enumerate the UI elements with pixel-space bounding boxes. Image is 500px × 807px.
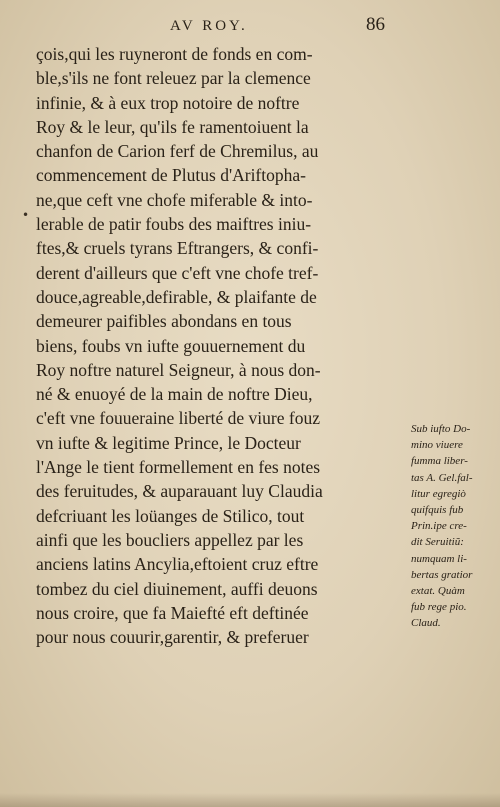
running-head: AV ROY. bbox=[170, 18, 248, 34]
text-line: Roy & le leur, qu'ils fe ramentoiuent la bbox=[36, 116, 309, 137]
text-line: commencement de Plutus d'Ariftopha- bbox=[36, 165, 306, 186]
margin-note-line: fub rege pio. bbox=[411, 601, 467, 614]
margin-note-line: dit Seruitiũ: bbox=[411, 536, 464, 549]
page-header bbox=[0, 14, 500, 40]
text-line: derent d'ailleurs que c'eft vne chofe tref- bbox=[36, 262, 319, 283]
text-line: tombez du ciel diuinement, auffi deuons bbox=[36, 578, 318, 599]
margin-note-line: extat. Quàm bbox=[411, 584, 465, 597]
text-line: biens, foubs vn iufte gouuernement du bbox=[36, 335, 306, 356]
text-line: vn iufte & legitime Prince, le Docteur bbox=[36, 432, 301, 453]
margin-note bbox=[411, 421, 497, 631]
margin-note-line: numquam li- bbox=[411, 552, 467, 565]
text-line: l'Ange le tient formellement en fes notes bbox=[36, 457, 321, 478]
margin-note-line: litur egregiò bbox=[411, 487, 466, 500]
margin-note-line: fumma liber- bbox=[411, 455, 468, 468]
text-line: des feruitudes, & auparauant luy Claudia bbox=[36, 481, 323, 502]
text-line: c'eft vne fouueraine liberté de viure fouz bbox=[36, 408, 320, 429]
text-line: infinie, & à eux trop notoire de noftre bbox=[36, 92, 300, 113]
margin-note-line: tas A. Gel.fal- bbox=[411, 471, 473, 484]
text-line: ble,s'ils ne font releuez par la clemence bbox=[36, 68, 311, 89]
text-line: nous croire, que fa Maiefté eft deftinée bbox=[36, 602, 309, 623]
text-line: defcriuant les loüanges de Stilico, tout bbox=[36, 505, 305, 526]
margin-note-line: quifquis fub bbox=[411, 503, 464, 516]
text-line: ftes,& cruels tyrans Eftrangers, & confi- bbox=[36, 238, 319, 259]
text-line: anciens latins Ancylia,eftoient cruz eftre bbox=[36, 554, 319, 575]
body-text bbox=[36, 42, 408, 649]
text-line: ne,que ceft vne chofe miferable & into- bbox=[36, 189, 313, 210]
text-line: çois,qui les ruyneront de fonds en com- bbox=[36, 44, 313, 64]
margin-note-line: Prin.ipe cre- bbox=[411, 520, 467, 533]
margin-note-line: Claud. bbox=[411, 617, 441, 630]
text-line: demeurer paifibles abondans en tous bbox=[36, 311, 292, 332]
margin-note-line: Sub iufto Do- bbox=[411, 423, 471, 435]
margin-note-line: mino viuere bbox=[411, 439, 463, 452]
text-line: né & enuoyé de la main de noftre Dieu, bbox=[36, 384, 313, 405]
margin-mark: • bbox=[22, 208, 30, 222]
text-line: lerable de patir foubs des maiftres iniu- bbox=[36, 214, 312, 235]
text-line: chanfon de Carion ferf de Chremilus, au bbox=[36, 141, 319, 162]
text-line: Roy noftre naturel Seigneur, à nous don- bbox=[36, 359, 321, 380]
text-line: pour nous couurir,garentir, & preferuer bbox=[36, 627, 309, 648]
text-line: douce,agreable,defirable, & plaifante de bbox=[36, 286, 317, 307]
page-number: 86 bbox=[366, 14, 385, 35]
text-line: ainfi que les boucliers appellez par les bbox=[36, 529, 304, 550]
margin-note-line: bertas gratior bbox=[411, 568, 473, 581]
